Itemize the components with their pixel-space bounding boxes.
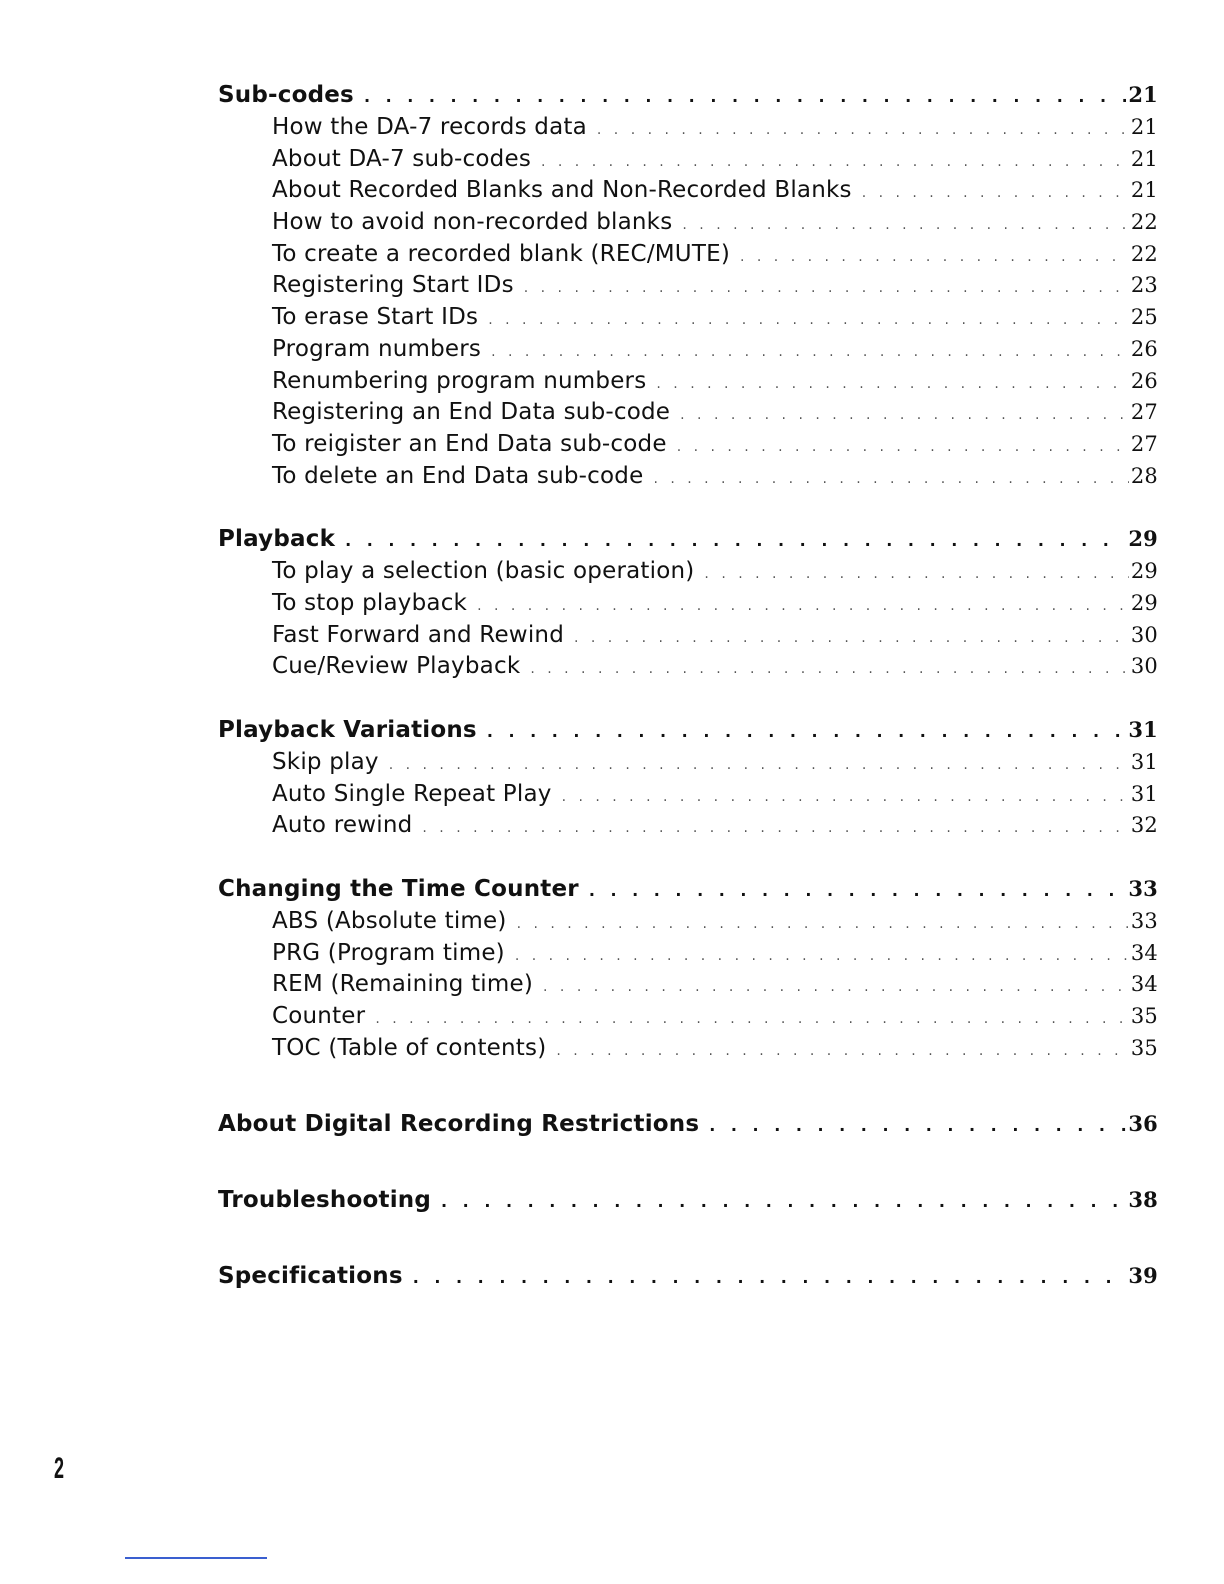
dot-leader bbox=[677, 439, 1129, 455]
toc-entry-page: 35 bbox=[1130, 1035, 1158, 1060]
toc-entry-page: 27 bbox=[1130, 400, 1158, 425]
table-of-contents bbox=[218, 82, 1158, 1327]
toc-entry-label: Auto Single Repeat Play bbox=[272, 780, 552, 807]
toc-entry[interactable] bbox=[218, 241, 1158, 273]
toc-entry-page: 30 bbox=[1130, 622, 1158, 647]
toc-section-specifications bbox=[218, 1263, 1158, 1295]
toc-entry[interactable] bbox=[218, 971, 1158, 1003]
toc-entry-page: 28 bbox=[1130, 463, 1158, 488]
toc-entry-label: How the DA-7 records data bbox=[272, 114, 587, 140]
toc-entry-label: About Recorded Blanks and Non-Recorded Blanks bbox=[272, 177, 852, 204]
toc-entry-page: 33 bbox=[1130, 909, 1158, 934]
dot-leader bbox=[680, 407, 1129, 423]
toc-entry[interactable] bbox=[218, 146, 1158, 178]
toc-heading-page: 33 bbox=[1128, 876, 1158, 902]
toc-entry-label: To reigister an End Data sub-code bbox=[272, 430, 667, 457]
toc-entry-label: Skip play bbox=[272, 749, 379, 775]
toc-entry-label: Cue/Review Playback bbox=[272, 653, 521, 680]
dot-leader bbox=[541, 154, 1129, 170]
toc-entry-page: 27 bbox=[1130, 431, 1158, 456]
dot-leader bbox=[530, 661, 1129, 677]
toc-entry[interactable] bbox=[218, 653, 1158, 685]
toc-entry-page: 21 bbox=[1130, 115, 1158, 139]
dot-leader bbox=[709, 1116, 1126, 1135]
dot-leader bbox=[422, 820, 1128, 836]
page-number: 2 bbox=[54, 1452, 65, 1485]
toc-entry-label: ABS (Absolute time) bbox=[272, 908, 507, 935]
dot-leader bbox=[389, 757, 1129, 773]
toc-entry-label: Registering Start IDs bbox=[272, 272, 514, 299]
dot-leader bbox=[487, 722, 1127, 741]
toc-entry-label: To create a recorded blank (REC/MUTE) bbox=[272, 240, 730, 267]
toc-heading[interactable] bbox=[218, 1111, 1158, 1143]
toc-heading[interactable] bbox=[218, 717, 1158, 749]
dot-leader bbox=[375, 1011, 1129, 1027]
toc-entry-label: REM (Remaining time) bbox=[272, 971, 534, 998]
dot-leader bbox=[524, 280, 1129, 296]
toc-heading[interactable] bbox=[218, 82, 1158, 114]
toc-heading-title: Changing the Time Counter bbox=[218, 876, 579, 903]
toc-heading[interactable] bbox=[218, 1263, 1158, 1295]
toc-heading-page: 36 bbox=[1128, 1110, 1158, 1136]
toc-entry-page: 34 bbox=[1130, 972, 1158, 997]
toc-entry-page: 29 bbox=[1130, 559, 1158, 584]
toc-entry[interactable] bbox=[218, 114, 1158, 146]
toc-section-playback-variations bbox=[218, 717, 1158, 844]
toc-entry-label: To delete an End Data sub-code bbox=[272, 462, 644, 489]
toc-heading-page: 29 bbox=[1128, 526, 1158, 552]
toc-entry-label: To erase Start IDs bbox=[272, 304, 479, 331]
toc-heading[interactable] bbox=[218, 1187, 1158, 1219]
toc-entry-page: 29 bbox=[1130, 590, 1158, 615]
toc-entry[interactable] bbox=[218, 908, 1158, 940]
toc-entry-label: To stop playback bbox=[272, 589, 468, 616]
toc-entry[interactable] bbox=[218, 781, 1158, 813]
dot-leader bbox=[517, 916, 1129, 932]
toc-entry-page: 21 bbox=[1130, 146, 1158, 171]
toc-entry-label: To play a selection (basic operation) bbox=[272, 558, 695, 585]
dot-leader bbox=[543, 979, 1129, 995]
dot-leader bbox=[562, 789, 1129, 805]
toc-section-troubleshooting bbox=[218, 1187, 1158, 1219]
toc-entry[interactable] bbox=[218, 1003, 1158, 1035]
toc-entry-page: 22 bbox=[1130, 241, 1158, 266]
toc-heading-title: Specifications bbox=[218, 1262, 403, 1289]
toc-entry[interactable] bbox=[218, 336, 1158, 368]
toc-entry[interactable] bbox=[218, 177, 1158, 209]
dot-leader bbox=[364, 87, 1126, 106]
toc-entry-label: TOC (Table of contents) bbox=[272, 1034, 547, 1061]
dot-leader bbox=[556, 1043, 1128, 1059]
toc-entry-label: Fast Forward and Rewind bbox=[272, 621, 564, 648]
toc-heading-page: 39 bbox=[1128, 1262, 1158, 1288]
dot-leader bbox=[862, 185, 1129, 201]
dot-leader bbox=[704, 566, 1128, 582]
toc-entry-page: 26 bbox=[1130, 368, 1158, 393]
toc-entry[interactable] bbox=[218, 622, 1158, 654]
toc-entry[interactable] bbox=[218, 209, 1158, 241]
toc-heading-title: Playback bbox=[218, 526, 336, 553]
toc-entry-label: How to avoid non-recorded blanks bbox=[272, 209, 673, 236]
toc-entry-label: PRG (Program time) bbox=[272, 939, 505, 966]
toc-entry[interactable] bbox=[218, 590, 1158, 622]
toc-heading-page: 31 bbox=[1128, 717, 1158, 742]
toc-entry[interactable] bbox=[218, 304, 1158, 336]
toc-entry-page: 25 bbox=[1130, 305, 1158, 330]
toc-heading-page: 21 bbox=[1128, 82, 1158, 107]
toc-entry[interactable] bbox=[218, 940, 1158, 972]
toc-entry[interactable] bbox=[218, 399, 1158, 431]
dot-leader bbox=[656, 376, 1128, 392]
toc-heading-title: Troubleshooting bbox=[218, 1186, 432, 1213]
toc-entry-label: Auto rewind bbox=[272, 812, 413, 839]
toc-entry-page: 26 bbox=[1130, 336, 1158, 361]
toc-entry-label: About DA-7 sub-codes bbox=[272, 145, 531, 172]
toc-entry-label: Program numbers bbox=[272, 335, 482, 362]
dot-leader bbox=[682, 217, 1128, 233]
dot-leader bbox=[515, 948, 1129, 964]
toc-section-digital-recording-restrictions bbox=[218, 1111, 1158, 1143]
toc-entry-page: 35 bbox=[1130, 1004, 1158, 1029]
toc-entry-page: 32 bbox=[1130, 813, 1158, 838]
toc-entry[interactable] bbox=[218, 749, 1158, 781]
dot-leader bbox=[589, 881, 1127, 900]
toc-entry-label: Registering an End Data sub-code bbox=[272, 399, 671, 426]
toc-entry-page: 21 bbox=[1130, 178, 1158, 203]
dot-leader bbox=[491, 344, 1129, 360]
toc-entry-page: 31 bbox=[1130, 750, 1158, 774]
toc-heading[interactable] bbox=[218, 876, 1158, 908]
dot-leader bbox=[653, 471, 1128, 487]
toc-entry-label: Counter bbox=[272, 1003, 366, 1030]
toc-heading[interactable] bbox=[218, 526, 1158, 558]
toc-heading-title: About Digital Recording Restrictions bbox=[218, 1110, 700, 1137]
toc-entry[interactable] bbox=[218, 368, 1158, 400]
toc-entry[interactable] bbox=[218, 1035, 1158, 1067]
toc-entry[interactable] bbox=[218, 812, 1158, 844]
toc-entry-page: 31 bbox=[1130, 781, 1158, 806]
dot-leader bbox=[574, 630, 1129, 646]
dot-leader bbox=[740, 249, 1129, 265]
toc-section-time-counter bbox=[218, 876, 1158, 1066]
toc-section-sub-codes bbox=[218, 82, 1158, 494]
toc-entry[interactable] bbox=[218, 272, 1158, 304]
toc-entry-label: Renumbering program numbers bbox=[272, 367, 647, 394]
dot-leader bbox=[441, 1192, 1126, 1211]
toc-section-playback bbox=[218, 526, 1158, 685]
footer-rule bbox=[125, 1557, 267, 1559]
toc-entry-page: 22 bbox=[1130, 210, 1158, 235]
toc-heading-title: Playback Variations bbox=[218, 717, 477, 743]
toc-heading-title: Sub-codes bbox=[218, 82, 354, 108]
toc-entry-page: 30 bbox=[1130, 654, 1158, 679]
toc-entry-page: 23 bbox=[1130, 273, 1158, 298]
toc-entry[interactable] bbox=[218, 558, 1158, 590]
toc-entry-page: 34 bbox=[1130, 940, 1158, 965]
dot-leader bbox=[488, 312, 1129, 328]
toc-entry[interactable] bbox=[218, 431, 1158, 463]
toc-heading-page: 38 bbox=[1128, 1186, 1158, 1212]
toc-entry[interactable] bbox=[218, 463, 1158, 495]
dot-leader bbox=[477, 598, 1129, 614]
dot-leader bbox=[345, 531, 1126, 550]
dot-leader bbox=[413, 1268, 1127, 1287]
dot-leader bbox=[597, 122, 1129, 138]
